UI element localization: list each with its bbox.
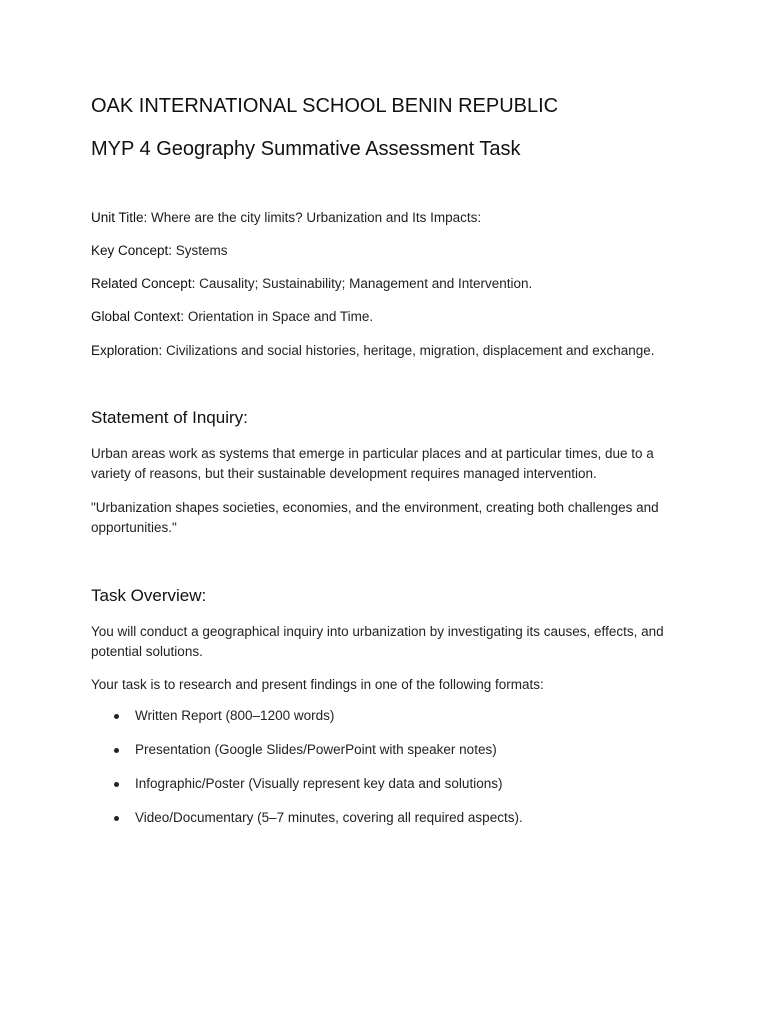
exploration-label: Exploration: (91, 343, 163, 358)
format-label: Presentation (Google Slides/PowerPoint with speaker notes) (135, 742, 497, 757)
key-concept-value: Systems (172, 243, 228, 258)
global-context-value: Orientation in Space and Time. (184, 309, 374, 324)
related-concept-label: Related Concept: (91, 276, 196, 291)
unit-title-value: Where are the city limits? Urbanization and Its Impacts: (147, 210, 482, 225)
school-name-heading: OAK INTERNATIONAL SCHOOL BENIN REPUBLIC (91, 95, 559, 117)
list-item (91, 706, 691, 740)
statement-paragraph-1: Urban areas work as systems that emerge in particular places and at particular times, due to a variety of reasons, but their sustainable development requires managed intervention. (91, 446, 654, 481)
format-label: Written Report (800–1200 words) (135, 708, 335, 723)
statement-paragraph-2: "Urbanization shapes societies, economies, and the environment, creating both challenges and opportunities." (91, 500, 659, 535)
list-item (91, 740, 691, 774)
bullet-icon (114, 782, 119, 787)
global-context-field (91, 308, 373, 326)
format-label: Infographic/Poster (Visually represent key data and solutions) (135, 776, 503, 791)
task-title-heading: MYP 4 Geography Summative Assessment Task (91, 138, 521, 160)
exploration-field (91, 342, 655, 360)
statement-of-inquiry-heading: Statement of Inquiry: (91, 408, 248, 427)
bullet-icon (114, 714, 119, 719)
related-concept-field (91, 275, 532, 293)
bullet-icon (114, 816, 119, 821)
unit-title-field (91, 209, 481, 227)
list-item (91, 808, 691, 842)
task-overview-paragraph-1: You will conduct a geographical inquiry into urbanization by investigating its causes, effects, and potential solutions. (91, 624, 664, 659)
task-overview-heading: Task Overview: (91, 586, 207, 605)
task-overview-paragraph-2: Your task is to research and present findings in one of the following formats: (91, 677, 544, 692)
key-concept-field (91, 242, 228, 260)
format-list (91, 706, 691, 842)
format-label: Video/Documentary (5–7 minutes, covering all required aspects). (135, 810, 523, 825)
key-concept-label: Key Concept: (91, 243, 173, 258)
unit-title-label: Unit Title: (91, 210, 148, 225)
list-item (91, 774, 691, 808)
bullet-icon (114, 748, 119, 753)
global-context-label: Global Context: (91, 309, 185, 324)
related-concept-value: Causality; Sustainability; Management and Intervention. (195, 276, 533, 291)
exploration-value: Civilizations and social histories, heritage, migration, displacement and exchange. (162, 343, 655, 358)
